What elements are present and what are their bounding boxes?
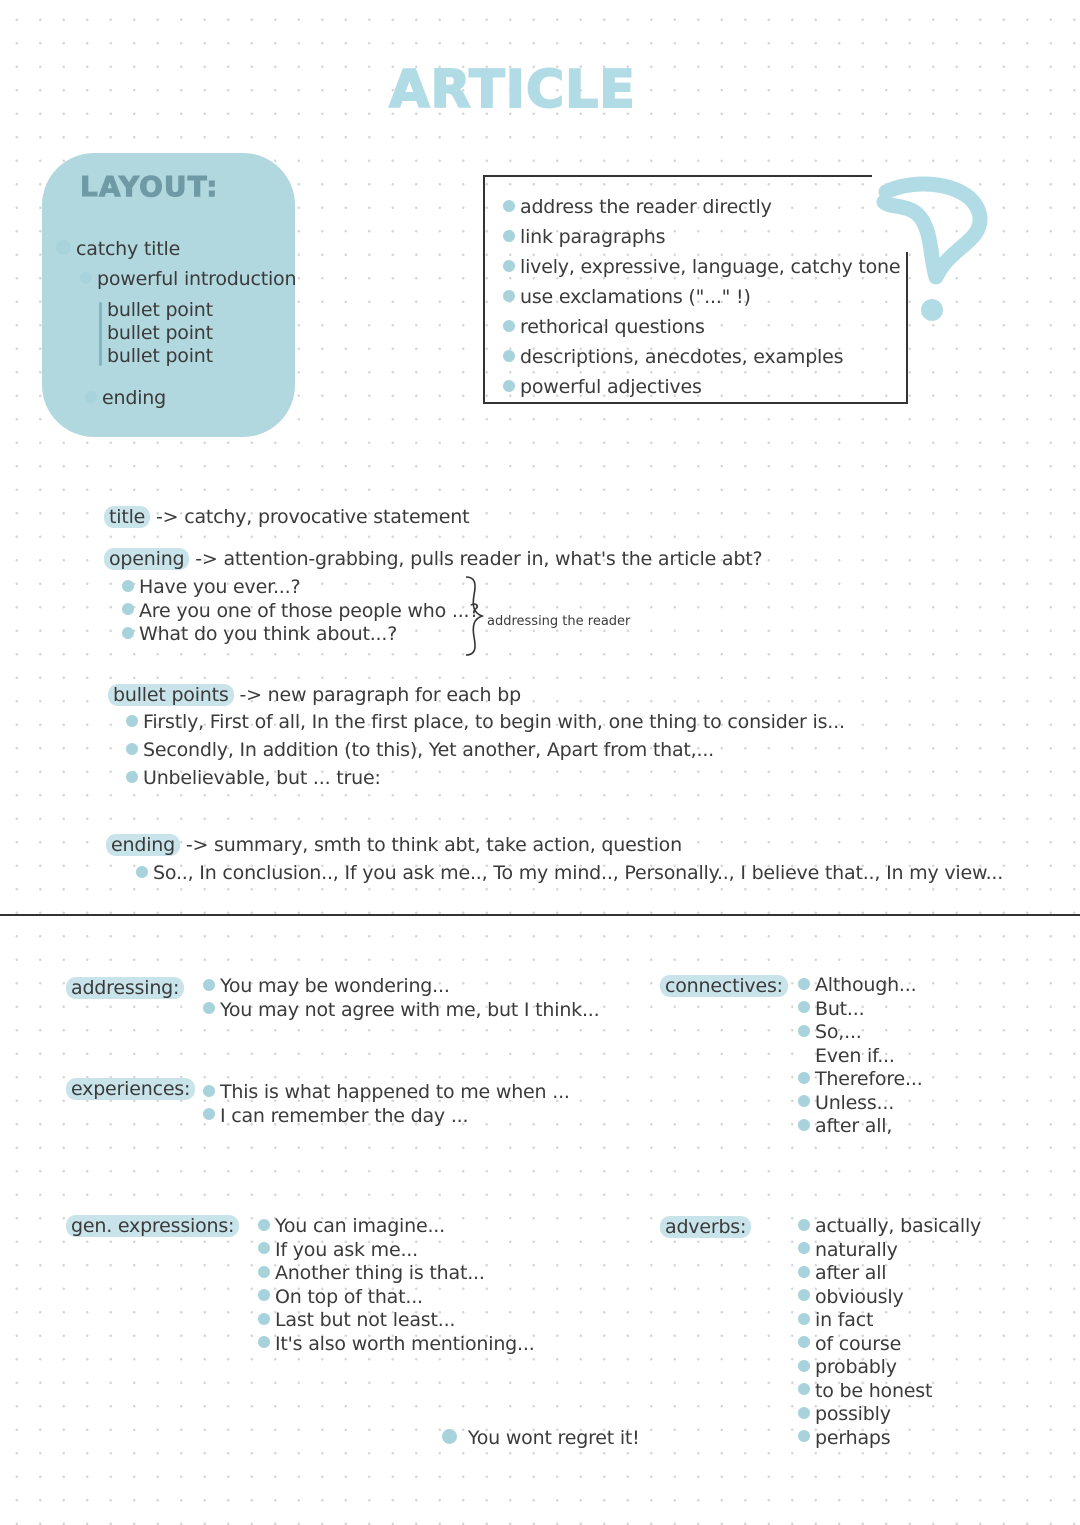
list-item: in fact xyxy=(798,1309,981,1333)
bullet-dot-icon xyxy=(126,771,138,783)
list-item: You may not agree with me, but I think... xyxy=(203,999,600,1023)
bullet-dot-icon xyxy=(798,1025,810,1037)
bullet-dot-icon xyxy=(258,1242,270,1254)
list-item: obviously xyxy=(798,1286,981,1310)
list-item: actually, basically xyxy=(798,1215,981,1239)
bullet-dot-icon xyxy=(258,1266,270,1278)
list-item: to be honest xyxy=(798,1380,981,1404)
ending-item: So.., In conclusion.., If you ask me.., To my mind.., Personally.., I believe that.., In my view... xyxy=(136,862,1003,884)
bullet-dot-icon xyxy=(258,1289,270,1301)
list-item: Have you ever...? xyxy=(122,576,479,600)
bullet-dot-icon xyxy=(798,1336,810,1348)
bullet-dot-icon xyxy=(798,1383,810,1395)
bullet-dot-icon xyxy=(503,350,515,362)
bullet-dot-icon xyxy=(503,260,515,272)
list-item: Last but not least... xyxy=(258,1309,535,1333)
list-item: descriptions, anecdotes, examples xyxy=(503,342,900,372)
bullet-dot-icon xyxy=(126,715,138,727)
list-item: perhaps xyxy=(798,1427,981,1451)
section-label: title xyxy=(104,506,150,528)
bullet-dot-icon xyxy=(798,1001,810,1013)
bullet-dot-icon xyxy=(258,1313,270,1325)
bullet-dot-icon xyxy=(442,1429,457,1444)
section-opening: opening -> attention-grabbing, pulls reader in, what's the article abt? xyxy=(104,548,762,570)
bullet-dot-icon xyxy=(203,979,215,991)
experiences-list xyxy=(203,1081,570,1128)
brace-icon xyxy=(460,575,486,657)
list-item: after all, xyxy=(798,1115,923,1139)
divider xyxy=(0,914,1080,916)
layout-item-intro: powerful introduction xyxy=(80,268,296,290)
list-item: powerful adjectives xyxy=(503,372,900,402)
list-item: of course xyxy=(798,1333,981,1357)
list-item: But... xyxy=(798,998,923,1022)
layout-item-ending: ending xyxy=(85,387,166,409)
section-bullet-points: bullet points -> new paragraph for each bp xyxy=(108,684,521,706)
bullet-dot-icon xyxy=(503,290,515,302)
bullet-dot-icon xyxy=(80,272,92,284)
layout-item-title: catchy title xyxy=(56,238,180,260)
bullet-dot-icon xyxy=(798,1430,810,1442)
bullet-dot-icon xyxy=(203,1002,215,1014)
bullet-dot-icon xyxy=(503,320,515,332)
addressing-label: addressing: xyxy=(66,977,184,999)
bullet-dot-icon xyxy=(136,866,148,878)
bullet-dot-icon xyxy=(798,1313,810,1325)
layout-heading: LAYOUT: xyxy=(80,170,219,203)
list-item: rethorical questions xyxy=(503,312,900,342)
gen-expressions-list xyxy=(258,1215,535,1356)
list-item: Although... xyxy=(798,974,923,998)
bullet-dot-icon xyxy=(122,580,134,592)
list-item: after all xyxy=(798,1262,981,1286)
question-mark-icon xyxy=(870,172,1000,332)
list-item: Firstly, First of all, In the first place, to begin with, one thing to consider is... xyxy=(126,708,845,736)
list-item: Unless... xyxy=(798,1092,923,1116)
adverbs-label: adverbs: xyxy=(660,1216,751,1238)
section-label: bullet points xyxy=(108,684,234,706)
opening-note: addressing the reader xyxy=(487,614,631,629)
list-item: probably xyxy=(798,1356,981,1380)
opening-list xyxy=(122,576,479,647)
list-item: So,... xyxy=(798,1021,923,1045)
bullet-dot-icon xyxy=(798,1289,810,1301)
list-item: naturally xyxy=(798,1239,981,1263)
list-item: address the reader directly xyxy=(503,192,900,222)
bullet-dot-icon xyxy=(258,1336,270,1348)
list-item: You can imagine... xyxy=(258,1215,535,1239)
list-item: Unbelievable, but ... true: xyxy=(126,764,845,792)
list-item: Are you one of those people who ...? xyxy=(122,600,479,624)
gen-expressions-label: gen. expressions: xyxy=(66,1215,239,1237)
list-item: Even if... xyxy=(815,1044,895,1067)
list-item: I can remember the day ... xyxy=(203,1105,570,1129)
bullet-dot-icon xyxy=(798,1119,810,1131)
bullet-dot-icon xyxy=(503,380,515,392)
list-item: use exclamations ("..." !) xyxy=(503,282,900,312)
bullet-dot-icon xyxy=(798,978,810,990)
list-item: Another thing is that... xyxy=(258,1262,535,1286)
experiences-label: experiences: xyxy=(66,1078,195,1100)
section-label: opening xyxy=(104,548,189,570)
closing-line: You wont regret it! xyxy=(442,1427,640,1449)
bullet-dot-icon xyxy=(798,1407,810,1419)
bullet-dot-icon xyxy=(798,1072,810,1084)
list-item: What do you think about...? xyxy=(122,623,479,647)
bullet-dot-icon xyxy=(503,230,515,242)
list-item: On top of that... xyxy=(258,1286,535,1310)
bullet-dot-icon xyxy=(203,1085,215,1097)
list-item: link paragraphs xyxy=(503,222,900,252)
bullet-dot-icon xyxy=(798,1266,810,1278)
connectives-list xyxy=(798,974,923,1139)
layout-bullet: bullet point xyxy=(107,345,213,367)
section-ending: ending -> summary, smth to think abt, take action, question xyxy=(106,834,682,856)
section-title: title -> catchy, provocative statement xyxy=(104,506,469,528)
bullet-dot-icon xyxy=(798,1095,810,1107)
layout-bullet: bullet point xyxy=(107,322,213,344)
layout-bullet: bullet point xyxy=(107,299,213,321)
list-item: You may be wondering... xyxy=(203,975,600,999)
bullet-bar xyxy=(99,302,102,366)
list-item: If you ask me... xyxy=(258,1239,535,1263)
bullet-dot-icon xyxy=(798,1242,810,1254)
bullet-dot-icon xyxy=(126,743,138,755)
adverbs-list xyxy=(798,1215,981,1450)
bullet-dot-icon xyxy=(203,1108,215,1120)
bullet-dot-icon xyxy=(798,1360,810,1372)
section-label: ending xyxy=(106,834,180,856)
bullet-dot-icon xyxy=(122,627,134,639)
list-item: It's also worth mentioning... xyxy=(258,1333,535,1357)
bullet-dot-icon xyxy=(503,200,515,212)
bp-list xyxy=(126,708,845,792)
bullet-dot-icon xyxy=(56,240,71,255)
list-item: This is what happened to me when ... xyxy=(203,1081,570,1105)
list-item: lively, expressive, language, catchy tone xyxy=(503,252,900,282)
bullet-dot-icon xyxy=(258,1219,270,1231)
bullet-dot-icon xyxy=(798,1219,810,1231)
bullet-dot-icon xyxy=(122,603,134,615)
page-title: ARTICLE xyxy=(389,60,636,120)
list-item: Therefore... xyxy=(798,1068,923,1092)
tips-list xyxy=(503,192,900,402)
addressing-list xyxy=(203,975,600,1022)
connectives-label: connectives: xyxy=(660,975,788,997)
list-item: possibly xyxy=(798,1403,981,1427)
bullet-dot-icon xyxy=(85,391,97,403)
list-item: Secondly, In addition (to this), Yet another, Apart from that,... xyxy=(126,736,845,764)
